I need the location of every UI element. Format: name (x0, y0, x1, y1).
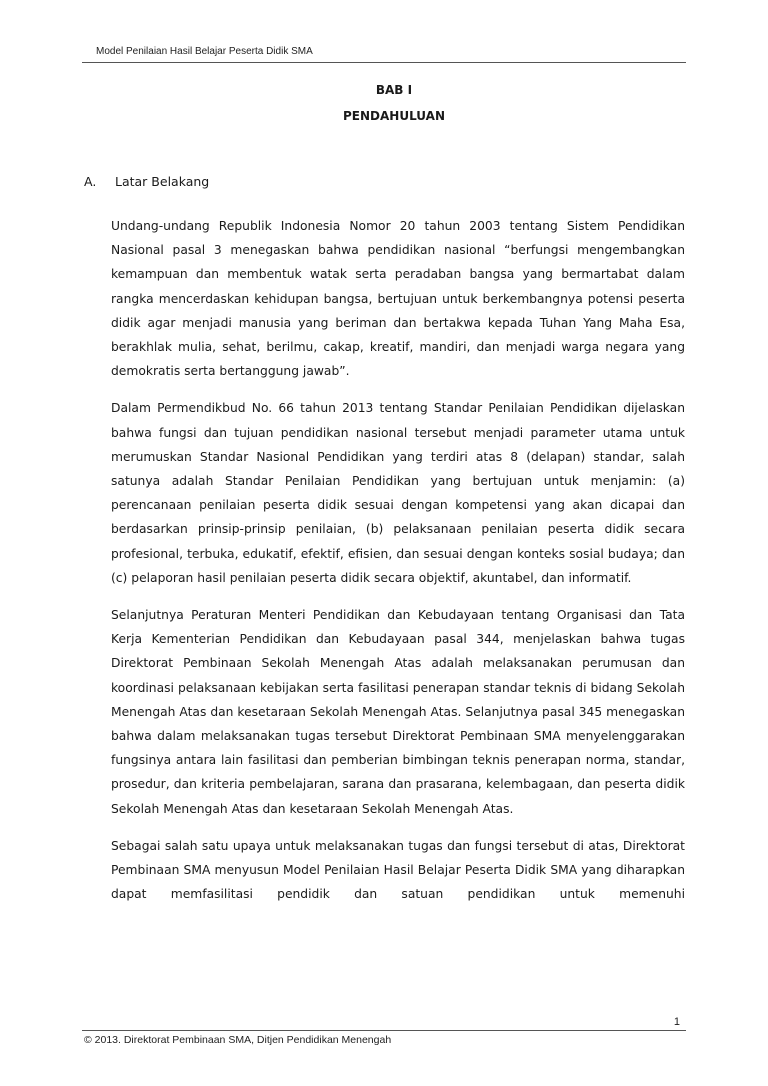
running-header: Model Penilaian Hasil Belajar Peserta Didik SMA (96, 46, 313, 57)
body-text (111, 214, 685, 919)
paragraph: Sebagai salah satu upaya untuk melaksanakan tugas dan fungsi tersebut di atas, Direktorat Pembinaan SMA menyusun Model Penilaian Hasil Belajar Peserta Didik SMA yang diharapkan dapat memfasilitasi pendidik dan satuan pendidikan untuk memenuhi (111, 838, 685, 902)
section-heading (84, 174, 209, 189)
paragraph: Dalam Permendikbud No. 66 tahun 2013 tentang Standar Penilaian Pendidikan dijelaskan bahwa fungsi dan tujuan pendidikan nasional tersebut menjadi parameter utama untuk merumuskan Standar Nasional Pendidikan yang terdiri atas 8 (delapan) standar, salah satunya adalah Standar Penilaian Pendidikan yang bertujuan untuk menjamin: (a) perencanaan penilaian peserta didik sesuai dengan kompetensi yang akan dicapai dan berdasarkan prinsip-prinsip penilaian, (b) pelaksanaan penilaian peserta didik secara profesional, terbuka, edukatif, efektif, efisien, dan sesuai dengan konteks sosial budaya; dan (c) pelaporan hasil penilaian peserta didik secara objektif, akuntabel, dan informatif. (111, 401, 685, 585)
paragraph: Undang-undang Republik Indonesia Nomor 20 tahun 2003 tentang Sistem Pendidikan Nasional pasal 3 menegaskan bahwa pendidikan nasional “berfungsi mengembangkan kemampuan dan membentuk watak serta peradaban bangsa yang bermartabat dalam rangka mencerdaskan kehidupan bangsa, bertujuan untuk berkembangnya potensi peserta didik agar menjadi manusia yang beriman dan bertakwa kepada Tuhan Yang Maha Esa, berakhlak mulia, sehat, berilmu, cakap, kreatif, mandiri, dan menjadi warga negara yang demokratis serta bertanggung jawab”. (111, 219, 685, 379)
chapter-title: PENDAHULUAN (343, 109, 445, 123)
paragraph: Selanjutnya Peraturan Menteri Pendidikan dan Kebudayaan tentang Organisasi dan Tata Kerja Kementerian Pendidikan dan Kebudayaan pasal 344, menjelaskan bahwa tugas Direktorat Pembinaan Sekolah Menengah Atas adalah melaksanakan perumusan dan koordinasi pelaksanaan kebijakan serta fasilitasi penerapan standar teknis di bidang Sekolah Menengah Atas dan kesetaraan Sekolah Menengah Atas. Selanjutnya pasal 345 menegaskan bahwa dalam melaksanakan tugas tersebut Direktorat Pembinaan SMA menyelenggarakan fungsinya antara lain fasilitasi dan pemberian bimbingan teknis penerapan norma, standar, prosedur, dan kriteria pembelajaran, sarana dan prasarana, kelembagaan, dan peserta didik Sekolah Menengah Atas dan kesetaraan Sekolah Menengah Atas. (111, 608, 685, 816)
page-number: 1 (673, 1016, 680, 1028)
footer-divider (82, 1030, 686, 1031)
footer-text: © 2013. Direktorat Pembinaan SMA, Ditjen Pendidikan Menengah (84, 1034, 392, 1046)
section-marker: A. (84, 174, 97, 189)
chapter-number: BAB I (375, 83, 413, 97)
header-divider (82, 62, 686, 63)
chapter-heading (0, 77, 768, 129)
section-title: Latar Belakang (115, 174, 210, 189)
